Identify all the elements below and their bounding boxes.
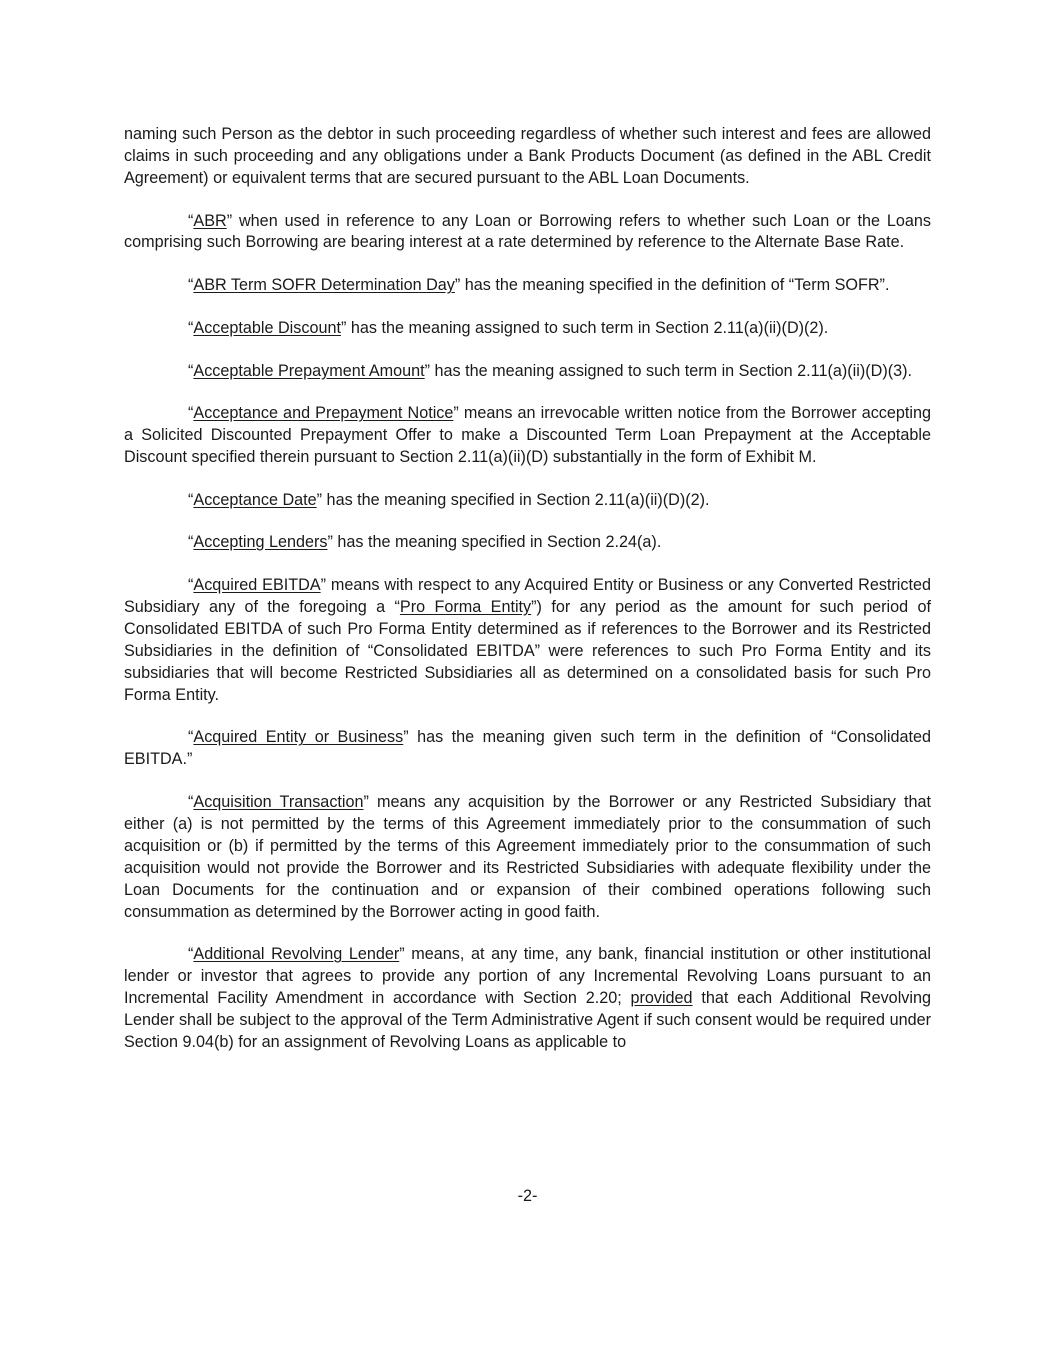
definition-abr-term-sofr-determination-day: “ABR Term SOFR Determination Day” has the meaning specified in the definition of “Term SOFR”.: [188, 276, 890, 295]
definition-acceptance-date: “Acceptance Date” has the meaning specified in Section 2.11(a)(ii)(D)(2).: [188, 490, 710, 509]
definition-acceptance-and-prepayment-notice: “Acceptance and Prepayment Notice” means an irrevocable written notice from the Borrower accepting a Solicited Discounted Prepayment Offer to make a Discounted Term Loan Prepayment at the Acceptable Discount specified therein pursuant to Section 2.11(a)(ii)(D) substantially in the form of Exhibit M.: [124, 404, 931, 467]
defined-term: Acquisition Transaction: [193, 793, 364, 811]
defined-term: Acceptance and Prepayment Notice: [193, 404, 454, 423]
definition-additional-revolving-lender: “Additional Revolving Lender” means, at any time, any bank, financial institution or other institutional lender or investor that agrees to provide any portion of any Incremental Revolving Loans pursuant to an Incremental Facility Amendment in accordance with Section 2.20; provided that each Additional Revolving Lender shall be subject to the approval of the Term Administrative Agent if such consent would be required under Section 9.04(b) for an assignment of Revolving Loans as applicable to: [124, 945, 932, 1051]
defined-term: ABR Term SOFR Determination Day: [193, 276, 455, 295]
defined-term: Acquired EBITDA: [193, 576, 321, 595]
defined-term: Acceptable Discount: [193, 318, 341, 337]
defined-term: ABR: [193, 211, 227, 230]
defined-term: Acquired Entity or Business: [193, 728, 404, 747]
defined-term: Additional Revolving Lender: [193, 945, 400, 964]
defined-term-secondary: Pro Forma Entity: [399, 598, 532, 617]
definition-acceptable-prepayment-amount: “Acceptable Prepayment Amount” has the meaning assigned to such term in Section 2.11(a)(ii)(D)(3).: [188, 361, 912, 380]
continuation-paragraph: naming such Person as the debtor in such proceeding regardless of whether such interest and fees are allowed claims in such proceeding and any obligations under a Bank Products Document (as defined in the ABL Credit Agreement) or equivalent terms that are secured pursuant to the ABL Loan Documents.: [124, 125, 931, 187]
document-body: [124, 124, 931, 1075]
page-number: -2-: [517, 1187, 538, 1205]
defined-term: Accepting Lenders: [193, 533, 328, 552]
definition-abr: “ABR” when used in reference to any Loan or Borrowing refers to whether such Loan or the Loans comprising such Borrowing are bearing interest at a rate determined by reference to the Alternate Base Rate.: [124, 211, 931, 252]
definition-acquisition-transaction: “Acquisition Transaction” means any acquisition by the Borrower or any Restricted Subsidiary that either (a) is not permitted by the terms of this Agreement immediately prior to the consummation of such acquisition or (b) if permitted by the terms of this Agreement immediately prior to the consummation of such acquisition would not provide the Borrower and its Restricted Subsidiaries with adequate flexibility under the Loan Documents for the continuation and or expansion of their combined operations following such consummation as determined by the Borrower acting in good faith.: [124, 793, 931, 921]
definition-acquired-ebitda: “Acquired EBITDA” means with respect to any Acquired Entity or Business or any Converted Restricted Subsidiary any of the foregoing a “Pro Forma Entity”) for any period as the amount for such period of Consolidated EBITDA of such Pro Forma Entity determined as if references to the Borrower and its Restricted Subsidiaries in the definition of “Consolidated EBITDA” were references to such Pro Forma Entity and its subsidiaries that will become Restricted Subsidiaries all as determined on a consolidated basis for such Pro Forma Entity.: [124, 576, 931, 704]
defined-term: Acceptable Prepayment Amount: [193, 361, 425, 380]
definition-acquired-entity-or-business: “Acquired Entity or Business” has the meaning given such term in the definition of “Consolidated EBITDA.”: [124, 728, 932, 769]
definition-acceptable-discount: “Acceptable Discount” has the meaning assigned to such term in Section 2.11(a)(ii)(D)(2).: [188, 318, 829, 337]
defined-term: Acceptance Date: [193, 490, 317, 509]
proviso-term: provided: [630, 989, 693, 1008]
definition-accepting-lenders: “Accepting Lenders” has the meaning specified in Section 2.24(a).: [188, 533, 662, 552]
